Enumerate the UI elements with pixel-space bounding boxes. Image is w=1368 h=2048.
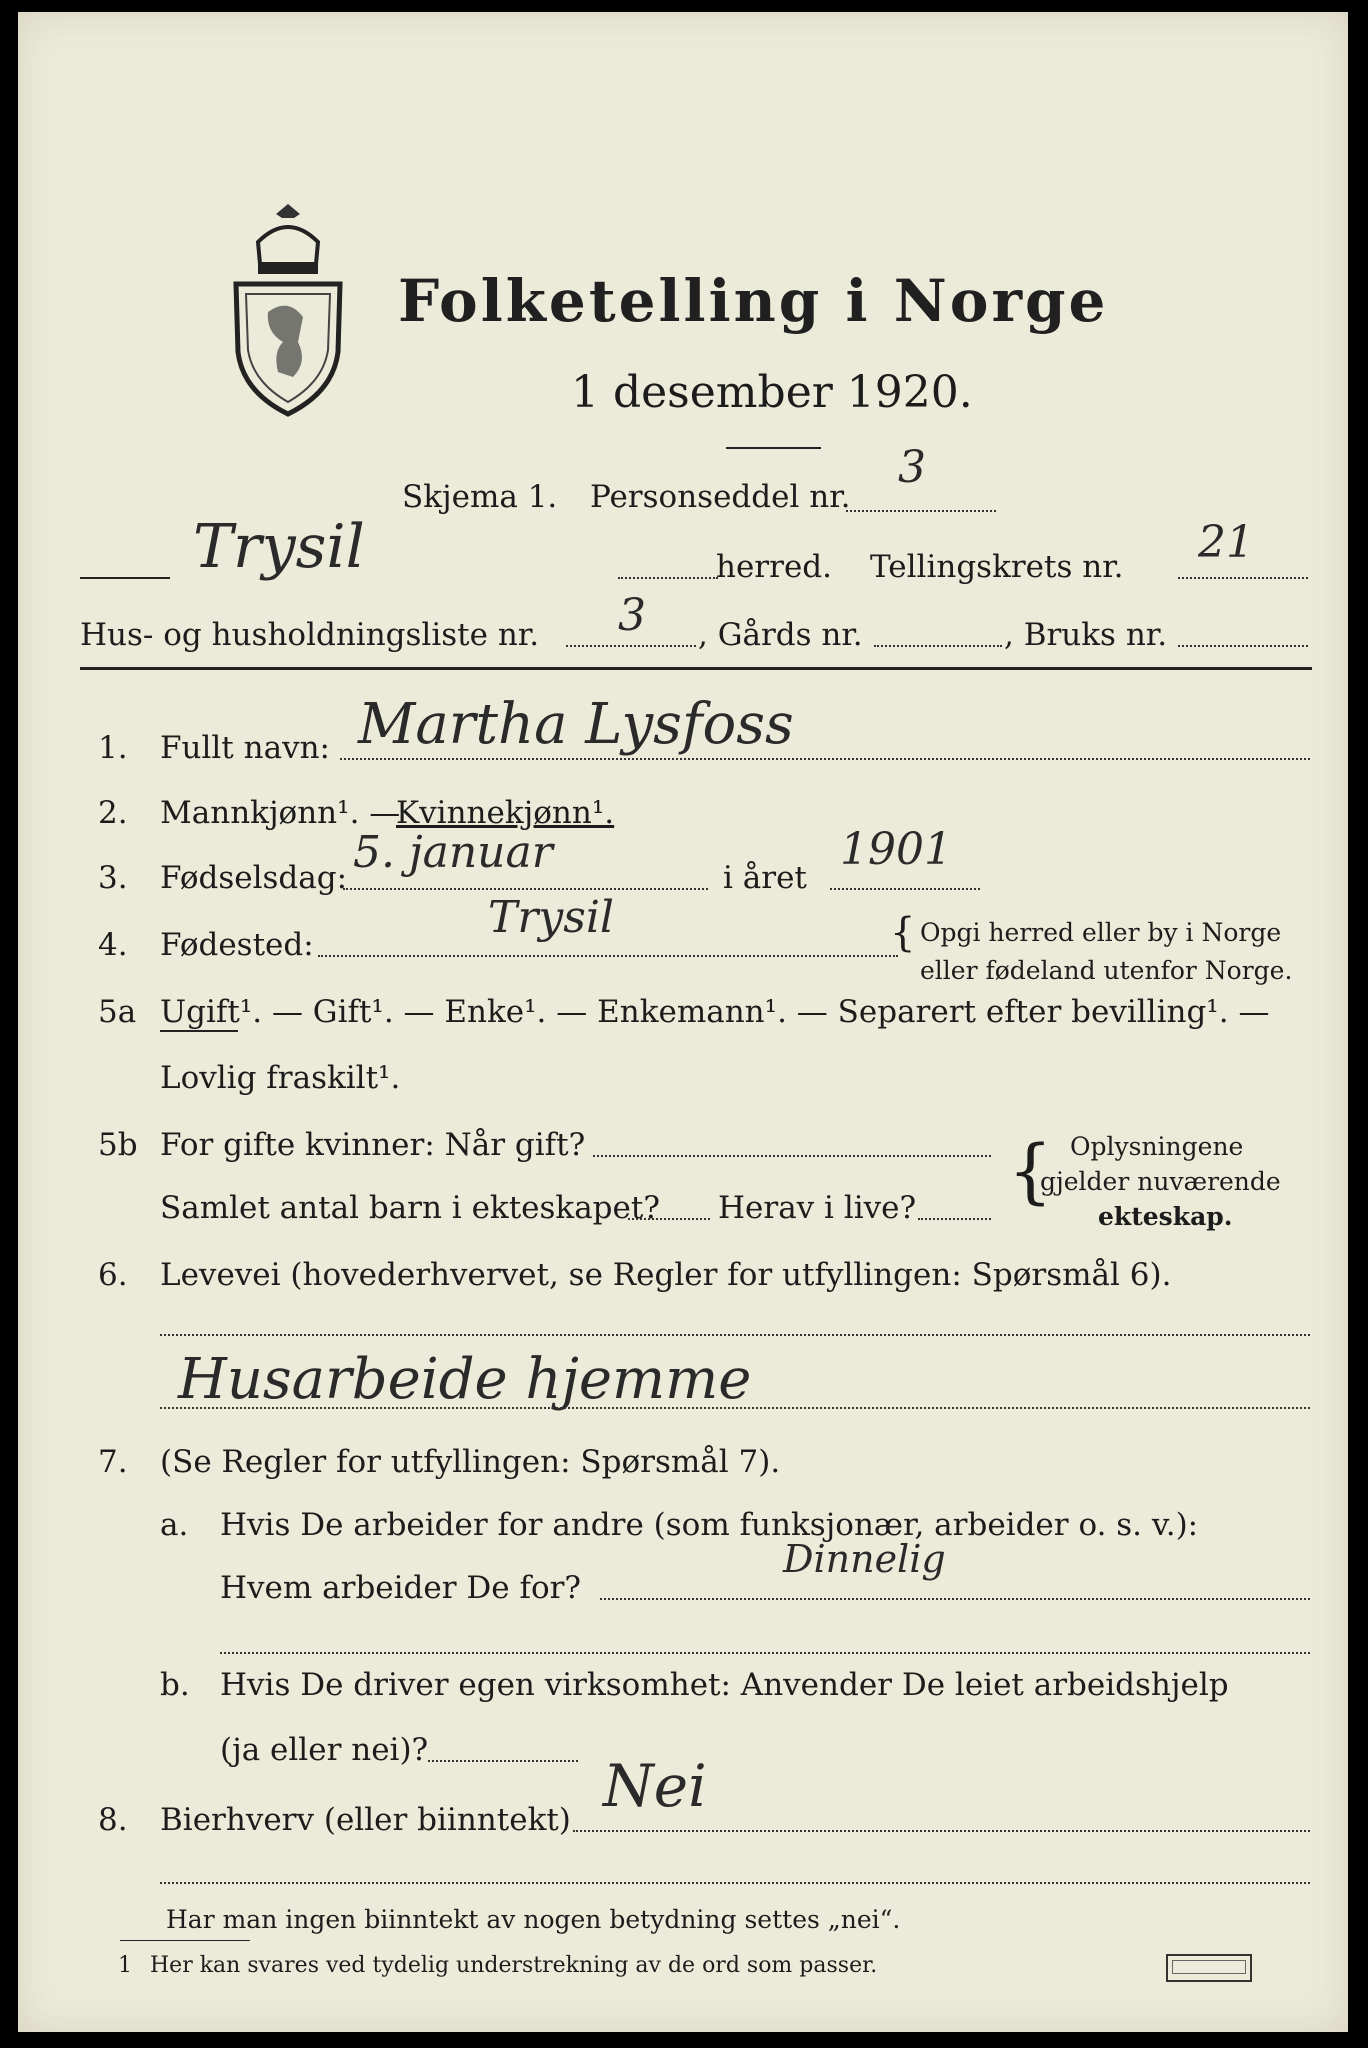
q7b-question: (ja eller nei)?: [220, 1732, 429, 1768]
q7-label: (Se Regler for utfyllingen: Spørsmål 7).: [160, 1444, 781, 1480]
q3-label: Fødselsdag:: [160, 860, 348, 896]
form-title: Folketelling i Norge: [398, 267, 1109, 335]
q5b-label-3: Herav i live?: [718, 1190, 917, 1226]
full-name-value[interactable]: Martha Lysfoss: [358, 692, 794, 757]
q6-label: Levevei (hovederhvervet, se Regler for utfyllingen: Spørsmål 6).: [160, 1257, 1172, 1293]
coat-of-arms-icon: [228, 202, 348, 417]
footer-note: Har man ingen biinntekt av nogen betydning settes „nei“.: [166, 1905, 901, 1934]
census-form: Folketelling i Norge 1 desember 1920. Skjema 1. Personseddel nr. 3 Trysil herred. Tellingskrets nr. 21 Hus- og husholdningsliste nr. 3 , Gårds nr. , Bruks nr. 1. Fullt navn: Martha Lysfoss 2. Mannkjønn¹. — Kvinnekjønn¹. 3. Fødselsdag: 5. januar i året 1901 4. Fødested: Trysil { Opgi herred eller by i Norge eller fødeland utenfor Norge. 5a Ugift¹. — Gift¹. — Enke¹. — Enkemann¹. — Separert efter bevilling¹. — Lovlig fraskilt¹. 5b For gifte kvinner: Når gift? Samlet antal barn i ekteskapet? Herav i live? { Oplysningene gjelder nuværende ekteskap. 6. Levevei (hovederhvervet, se Regler for utfyllingen: Spørsmål 6). Husarbeide hjemme 7. (Se Regler for utfyllingen: Spørsmål 7). a. Hvis De arbeider for andre (som funksjonær, arbeider o. s. v.): Hvem arbeider De for? Dinnelig b. Hvis De driver egen virksomhet: Anvender De leiet arbeidshjelp (ja eller nei)? 8. Bierhverv (eller biinntekt) Nei Har man ingen biinntekt av nogen betydning settes „nei“. 1 Her kan svares ved tydelig understrekning av de ord som passer.: [18, 12, 1348, 2032]
gards-label: , Gårds nr.: [698, 617, 863, 653]
header-divider: [80, 667, 1312, 670]
title-divider: [726, 447, 821, 449]
personseddel-label: Personseddel nr.: [590, 479, 851, 515]
side-income-value[interactable]: Nei: [603, 1752, 707, 1820]
q4-note-2: eller fødeland utenfor Norge.: [920, 956, 1293, 985]
ugift-underline: [160, 1030, 238, 1032]
herred-value[interactable]: Trysil: [193, 512, 365, 582]
q7b-label: Hvis De driver egen virksomhet: Anvender De leiet arbeidshjelp: [220, 1667, 1229, 1703]
q8-number: 8.: [98, 1802, 128, 1838]
birthplace-value[interactable]: Trysil: [488, 892, 614, 943]
q3-number: 3.: [98, 860, 128, 896]
q5a-number: 5a: [98, 994, 137, 1030]
husliste-label: Hus- og husholdningsliste nr.: [80, 617, 540, 653]
q2-number: 2.: [98, 795, 128, 831]
q1-number: 1.: [98, 730, 128, 766]
q5b-note-1: Oplysningene: [1070, 1132, 1244, 1161]
employer-value[interactable]: Dinnelig: [783, 1537, 946, 1581]
kvinnekjonn-option[interactable]: Kvinnekjønn¹.: [396, 795, 615, 831]
q5b-label-1: For gifte kvinner: Når gift?: [160, 1127, 586, 1163]
q7-number: 7.: [98, 1444, 128, 1480]
q4-label: Fødested:: [160, 927, 314, 963]
census-date: 1 desember 1920.: [571, 367, 973, 418]
q4-number: 4.: [98, 927, 128, 963]
birthday-value[interactable]: 5. januar: [353, 827, 553, 878]
footnote-number: 1: [118, 1953, 132, 1978]
bruks-label: , Bruks nr.: [1004, 617, 1168, 653]
mannkjonn-option[interactable]: Mannkjønn¹. —: [160, 795, 401, 831]
herred-label: herred.: [716, 549, 832, 585]
year-label: i året: [723, 860, 807, 896]
q5b-note-3: ekteskap.: [1098, 1202, 1233, 1231]
footnote-text: Her kan svares ved tydelig understrekning av de ord som passer.: [150, 1953, 878, 1978]
q1-label: Fullt navn:: [160, 730, 330, 766]
husliste-value[interactable]: 3: [618, 590, 646, 641]
q7a-question: Hvem arbeider De for?: [220, 1570, 582, 1606]
q7b-number: b.: [160, 1667, 190, 1703]
printer-stamp: [1166, 1954, 1252, 1982]
q8-label: Bierhverv (eller biinntekt): [160, 1802, 571, 1838]
marital-options[interactable]: Ugift¹. — Gift¹. — Enke¹. — Enkemann¹. — Separert efter bevilling¹. —: [160, 994, 1270, 1030]
q5b-label-2: Samlet antal barn i ekteskapet?: [160, 1190, 660, 1226]
tellingskrets-label: Tellingskrets nr.: [870, 549, 1124, 585]
occupation-value[interactable]: Husarbeide hjemme: [178, 1347, 752, 1412]
q5b-number: 5b: [98, 1127, 138, 1163]
q7a-number: a.: [160, 1507, 189, 1543]
birth-year-value[interactable]: 1901: [840, 824, 952, 875]
marital-options-2[interactable]: Lovlig fraskilt¹.: [160, 1060, 401, 1096]
q4-note-1: Opgi herred eller by i Norge: [920, 918, 1282, 947]
skjema-label: Skjema 1.: [402, 479, 558, 515]
personseddel-value[interactable]: 3: [898, 442, 926, 493]
q6-number: 6.: [98, 1257, 128, 1293]
q5b-note-2: gjelder nuværende: [1040, 1167, 1281, 1196]
tellingskrets-value[interactable]: 21: [1198, 517, 1254, 568]
q7a-label: Hvis De arbeider for andre (som funksjonær, arbeider o. s. v.):: [220, 1507, 1199, 1543]
